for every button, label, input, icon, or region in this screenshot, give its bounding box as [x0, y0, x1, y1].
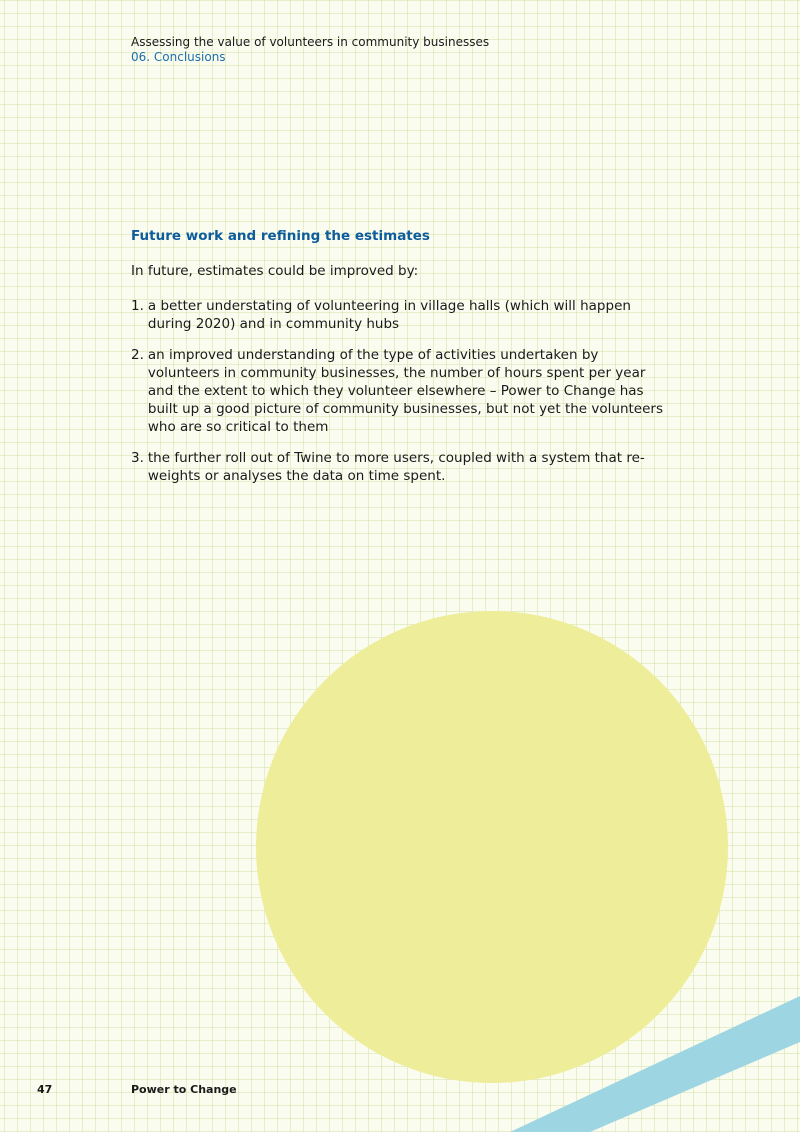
intro-text: In future, estimates could be improved by:: [131, 263, 419, 279]
section-label: 06. Conclusions: [131, 50, 226, 64]
page-number: 47: [37, 1083, 53, 1096]
list-item: [131, 346, 671, 436]
list-item-text: the further roll out of Twine to more users, coupled with a system that re-weights or analyses the data on time spent.: [147, 450, 645, 484]
main-content: [131, 227, 671, 498]
list-item-number: 2.: [131, 347, 144, 363]
decorative-yellow-circle: [256, 611, 728, 1083]
document-title: Assessing the value of volunteers in community businesses: [131, 35, 490, 49]
section-heading: Future work and refining the estimates: [131, 228, 430, 244]
list-item-number: 1.: [131, 298, 144, 314]
list-item: [131, 449, 671, 485]
list-item-number: 3.: [131, 450, 144, 466]
list-item-text: an improved understanding of the type of activities undertaken by volunteers in community businesses, the number of hours spent per year and the extent to which they volunteer elsewhere – Power to Change has built up a good picture of community businesses, but not yet the volunteers who are so critical to them: [147, 347, 663, 435]
publisher-name: Power to Change: [131, 1083, 237, 1096]
page-header: [131, 35, 489, 65]
estimate-list: [131, 297, 671, 485]
list-item-text: a better understating of volunteering in village halls (which will happen during 2020) and in community hubs: [147, 298, 631, 332]
list-item: [131, 297, 671, 333]
